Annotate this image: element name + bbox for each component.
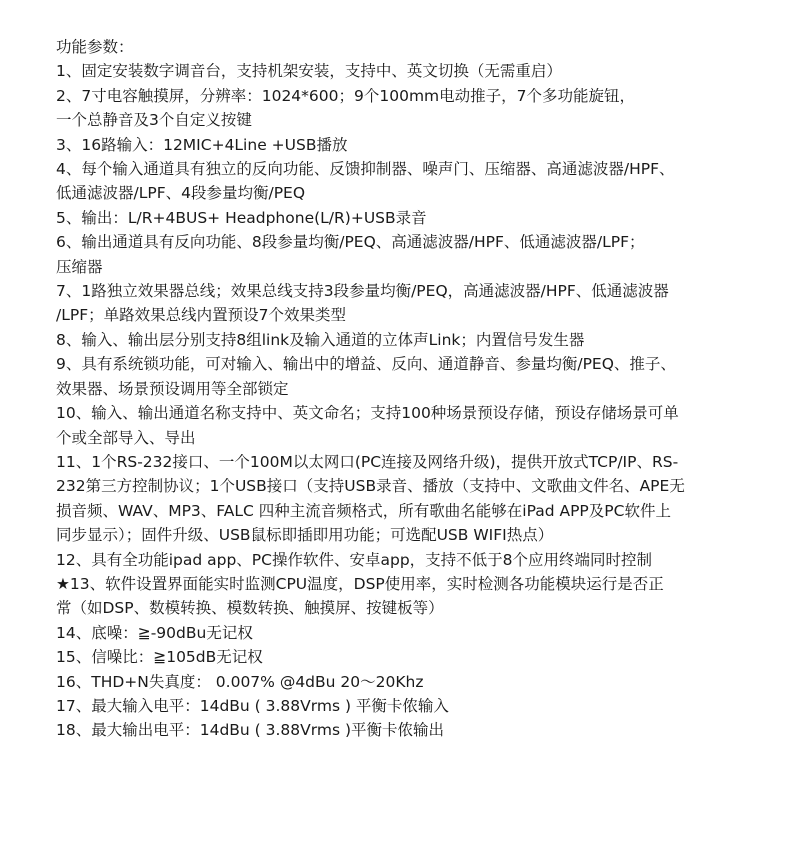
spec-line: 4、每个输入通道具有独立的反向功能、反馈抑制器、噪声门、压缩器、高通滤波器/HPF、 <box>56 160 675 179</box>
spec-line: 14、底噪：≧-90dBu无记权 <box>56 623 253 642</box>
spec-line: 10、输入、输出通道名称支持中、英文命名；支持100种场景预设存储，预设存储场景可单 <box>56 404 679 423</box>
spec-heading: 功能参数： <box>56 38 134 56</box>
spec-line: /LPF；单路效果总线内置预设7个效果类型 <box>56 306 346 325</box>
spec-line: ★13、软件设置界面能实时监测CPU温度，DSP使用率，实时检测各功能模块运行是否正 <box>56 574 664 593</box>
spec-line: 常（如DSP、数模转换、模数转换、触摸屏、按键板等） <box>56 599 444 618</box>
spec-line: 16、THD+N失真度： 0.007% @4dBu 20～20Khz <box>56 672 424 691</box>
spec-line: 7、1路独立效果器总线；效果总线支持3段参量均衡/PEQ，高通滤波器/HPF、低通滤波器 <box>56 282 669 301</box>
spec-line: 8、输入、输出层分别支持8组link及输入通道的立体声Link；内置信号发生器 <box>56 330 585 349</box>
spec-line: 个或全部导入、导出 <box>56 428 196 447</box>
spec-line: 低通滤波器/LPF、4段参量均衡/PEQ <box>56 184 306 203</box>
spec-line: 5、输出：L/R+4BUS+ Headphone(L/R)+USB录音 <box>56 208 427 227</box>
spec-line: 损音频、WAV、MP3、FALC 四种主流音频格式，所有歌曲名能够在iPad APP及PC软件上 <box>56 501 671 520</box>
spec-line: 17、最大输入电平：14dBu ( 3.88Vrms ) 平衡卡侬输入 <box>56 696 449 715</box>
spec-line: 9、具有系统锁功能，可对输入、输出中的增益、反向、通道静音、参量均衡/PEQ、推子、 <box>56 355 676 374</box>
spec-line: 15、信噪比：≧105dB无记权 <box>56 648 263 667</box>
spec-line: 效果器、场景预设调用等全部锁定 <box>56 379 289 398</box>
spec-line: 12、具有全功能ipad app、PC操作软件、安卓app，支持不低于8个应用终端同时控制 <box>56 550 653 569</box>
spec-line: 1、固定安装数字调音台，支持机架安装，支持中、英文切换（无需重启） <box>56 62 562 81</box>
spec-line: 同步显示）；固件升级、USB鼠标即插即用功能；可选配USB WIFI热点） <box>56 526 554 545</box>
spec-line: 一个总静音及3个自定义按键 <box>56 111 252 130</box>
spec-document <box>56 35 776 743</box>
spec-line: 2、7寸电容触摸屏，分辨率：1024*600；9个100mm电动推子，7个多功能旋钮， <box>56 86 636 105</box>
spec-line: 18、最大输出电平：14dBu ( 3.88Vrms )平衡卡侬输出 <box>56 721 445 740</box>
spec-line: 3、16路输入：12MIC+4Line +USB播放 <box>56 135 348 154</box>
spec-line: 6、输出通道具有反向功能、8段参量均衡/PEQ、高通滤波器/HPF、低通滤波器/LPF； <box>56 233 645 252</box>
spec-line: 232第三方控制协议；1个USB接口（支持USB录音、播放（支持中、文歌曲文件名、APE无 <box>56 477 685 496</box>
spec-line: 11、1个RS-232接口、一个100M以太网口(PC连接及网络升级)，提供开放式TCP/IP、RS- <box>56 452 679 471</box>
spec-line: 压缩器 <box>56 257 103 276</box>
